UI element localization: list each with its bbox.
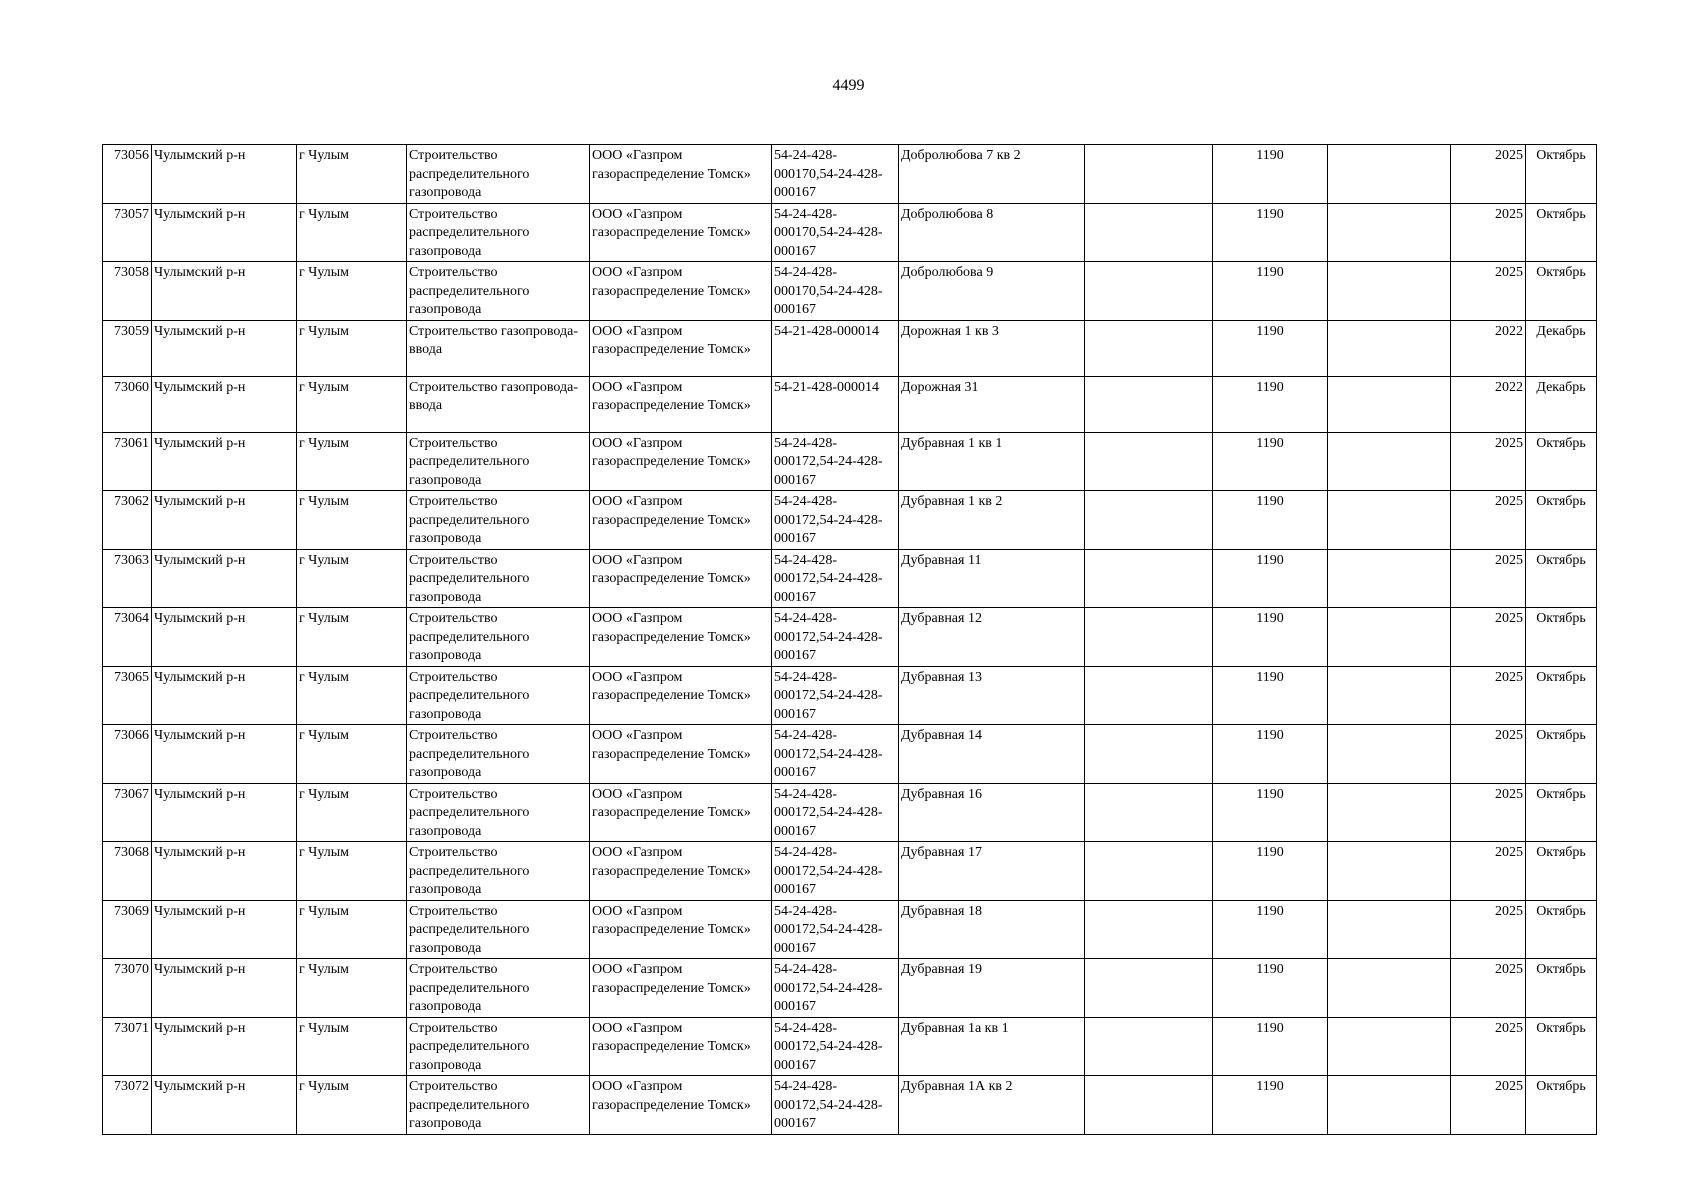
cell-district: Чулымский р-н (152, 959, 297, 1018)
cell-cadastral: 54-24-428-000172,54-24-428-000167 (772, 725, 899, 784)
cell-empty (1085, 320, 1213, 376)
cell-id: 73068 (103, 842, 152, 901)
cell-empty (1085, 432, 1213, 491)
cell-year: 2025 (1451, 1076, 1526, 1135)
cell-work-type: Строительство распределительного газопровода (407, 262, 590, 321)
cell-empty (1328, 491, 1451, 550)
page-number: 4499 (832, 77, 865, 94)
cell-organization: ООО «Газпром газораспределение Томск» (590, 608, 772, 667)
cell-value: 1190 (1213, 1076, 1328, 1135)
cell-district: Чулымский р-н (152, 608, 297, 667)
cell-month: Октябрь (1526, 145, 1597, 204)
cell-organization: ООО «Газпром газораспределение Томск» (590, 320, 772, 376)
cell-cadastral: 54-24-428-000172,54-24-428-000167 (772, 608, 899, 667)
cell-value: 1190 (1213, 376, 1328, 432)
cell-empty (1085, 1017, 1213, 1076)
cell-value: 1190 (1213, 1017, 1328, 1076)
cell-work-type: Строительство распределительного газопровода (407, 491, 590, 550)
table-row (103, 320, 1597, 376)
cell-month: Октябрь (1526, 783, 1597, 842)
cell-id: 73070 (103, 959, 152, 1018)
cell-empty (1328, 1076, 1451, 1135)
cell-address: Дубравная 12 (899, 608, 1085, 667)
cell-value: 1190 (1213, 549, 1328, 608)
cell-year: 2025 (1451, 1017, 1526, 1076)
cell-empty (1328, 1017, 1451, 1076)
cell-settlement: г Чулым (297, 203, 407, 262)
cell-work-type: Строительство газопровода-ввода (407, 376, 590, 432)
table-row (103, 203, 1597, 262)
cell-empty (1085, 725, 1213, 784)
cell-organization: ООО «Газпром газораспределение Томск» (590, 1017, 772, 1076)
cell-month: Декабрь (1526, 320, 1597, 376)
cell-year: 2025 (1451, 262, 1526, 321)
cell-cadastral: 54-24-428-000170,54-24-428-000167 (772, 145, 899, 204)
cell-organization: ООО «Газпром газораспределение Томск» (590, 376, 772, 432)
cell-district: Чулымский р-н (152, 725, 297, 784)
cell-month: Октябрь (1526, 549, 1597, 608)
cell-year: 2025 (1451, 608, 1526, 667)
cell-cadastral: 54-24-428-000172,54-24-428-000167 (772, 783, 899, 842)
cell-id: 73065 (103, 666, 152, 725)
table-row (103, 959, 1597, 1018)
cell-district: Чулымский р-н (152, 203, 297, 262)
cell-month: Октябрь (1526, 666, 1597, 725)
table-row (103, 491, 1597, 550)
cell-cadastral: 54-24-428-000170,54-24-428-000167 (772, 203, 899, 262)
cell-year: 2025 (1451, 959, 1526, 1018)
cell-empty (1328, 900, 1451, 959)
cell-organization: ООО «Газпром газораспределение Томск» (590, 900, 772, 959)
cell-work-type: Строительство распределительного газопровода (407, 666, 590, 725)
cell-empty (1328, 320, 1451, 376)
cell-work-type: Строительство распределительного газопровода (407, 842, 590, 901)
cell-empty (1328, 783, 1451, 842)
cell-value: 1190 (1213, 900, 1328, 959)
cell-id: 73057 (103, 203, 152, 262)
cell-value: 1190 (1213, 203, 1328, 262)
cell-empty (1085, 376, 1213, 432)
table-row (103, 608, 1597, 667)
table-row (103, 145, 1597, 204)
cell-organization: ООО «Газпром газораспределение Томск» (590, 666, 772, 725)
cell-id: 73067 (103, 783, 152, 842)
cell-year: 2025 (1451, 432, 1526, 491)
cell-value: 1190 (1213, 320, 1328, 376)
cell-year: 2025 (1451, 145, 1526, 204)
table-row (103, 666, 1597, 725)
cell-id: 73060 (103, 376, 152, 432)
cell-empty (1085, 1076, 1213, 1135)
cell-empty (1085, 666, 1213, 725)
cell-id: 73063 (103, 549, 152, 608)
cell-value: 1190 (1213, 491, 1328, 550)
cell-cadastral: 54-24-428-000170,54-24-428-000167 (772, 262, 899, 321)
cell-work-type: Строительство распределительного газопровода (407, 783, 590, 842)
table-row (103, 725, 1597, 784)
cell-district: Чулымский р-н (152, 666, 297, 725)
cell-year: 2025 (1451, 491, 1526, 550)
cell-settlement: г Чулым (297, 900, 407, 959)
cell-organization: ООО «Газпром газораспределение Томск» (590, 783, 772, 842)
cell-address: Дубравная 19 (899, 959, 1085, 1018)
cell-address: Дорожная 1 кв 3 (899, 320, 1085, 376)
cell-settlement: г Чулым (297, 783, 407, 842)
cell-address: Дубравная 1а кв 1 (899, 1017, 1085, 1076)
cell-address: Добролюбова 7 кв 2 (899, 145, 1085, 204)
cell-empty (1328, 549, 1451, 608)
cell-work-type: Строительство распределительного газопровода (407, 900, 590, 959)
cell-cadastral: 54-21-428-000014 (772, 320, 899, 376)
cell-empty (1085, 959, 1213, 1018)
cell-id: 73069 (103, 900, 152, 959)
cell-id: 73056 (103, 145, 152, 204)
cell-empty (1085, 549, 1213, 608)
gasification-table (102, 144, 1597, 1135)
cell-work-type: Строительство распределительного газопровода (407, 432, 590, 491)
cell-empty (1085, 608, 1213, 667)
cell-work-type: Строительство газопровода-ввода (407, 320, 590, 376)
cell-value: 1190 (1213, 262, 1328, 321)
cell-value: 1190 (1213, 842, 1328, 901)
cell-district: Чулымский р-н (152, 376, 297, 432)
cell-address: Дубравная 1 кв 2 (899, 491, 1085, 550)
cell-empty (1085, 262, 1213, 321)
cell-month: Октябрь (1526, 432, 1597, 491)
cell-address: Дубравная 17 (899, 842, 1085, 901)
cell-settlement: г Чулым (297, 320, 407, 376)
cell-organization: ООО «Газпром газораспределение Томск» (590, 432, 772, 491)
table-row (103, 900, 1597, 959)
cell-district: Чулымский р-н (152, 145, 297, 204)
cell-cadastral: 54-24-428-000172,54-24-428-000167 (772, 842, 899, 901)
cell-work-type: Строительство распределительного газопровода (407, 725, 590, 784)
cell-empty (1085, 842, 1213, 901)
cell-cadastral: 54-24-428-000172,54-24-428-000167 (772, 432, 899, 491)
cell-address: Дубравная 1А кв 2 (899, 1076, 1085, 1135)
cell-settlement: г Чулым (297, 262, 407, 321)
cell-value: 1190 (1213, 608, 1328, 667)
table-row (103, 1017, 1597, 1076)
cell-id: 73058 (103, 262, 152, 321)
table-row (103, 549, 1597, 608)
cell-empty (1085, 900, 1213, 959)
cell-empty (1328, 432, 1451, 491)
cell-address: Добролюбова 9 (899, 262, 1085, 321)
cell-year: 2025 (1451, 725, 1526, 784)
cell-year: 2022 (1451, 376, 1526, 432)
cell-settlement: г Чулым (297, 491, 407, 550)
cell-address: Дубравная 11 (899, 549, 1085, 608)
cell-settlement: г Чулым (297, 1017, 407, 1076)
cell-district: Чулымский р-н (152, 1017, 297, 1076)
cell-empty (1328, 145, 1451, 204)
cell-organization: ООО «Газпром газораспределение Томск» (590, 262, 772, 321)
cell-month: Октябрь (1526, 203, 1597, 262)
cell-district: Чулымский р-н (152, 262, 297, 321)
cell-district: Чулымский р-н (152, 900, 297, 959)
cell-settlement: г Чулым (297, 1076, 407, 1135)
cell-cadastral: 54-21-428-000014 (772, 376, 899, 432)
cell-settlement: г Чулым (297, 666, 407, 725)
cell-month: Октябрь (1526, 842, 1597, 901)
cell-value: 1190 (1213, 145, 1328, 204)
cell-year: 2025 (1451, 900, 1526, 959)
cell-organization: ООО «Газпром газораспределение Томск» (590, 203, 772, 262)
cell-work-type: Строительство распределительного газопровода (407, 608, 590, 667)
cell-cadastral: 54-24-428-000172,54-24-428-000167 (772, 1017, 899, 1076)
table-row (103, 783, 1597, 842)
table-row (103, 842, 1597, 901)
cell-month: Октябрь (1526, 262, 1597, 321)
cell-empty (1085, 491, 1213, 550)
cell-district: Чулымский р-н (152, 432, 297, 491)
cell-empty (1328, 262, 1451, 321)
cell-cadastral: 54-24-428-000172,54-24-428-000167 (772, 666, 899, 725)
cell-organization: ООО «Газпром газораспределение Томск» (590, 549, 772, 608)
cell-work-type: Строительство распределительного газопровода (407, 549, 590, 608)
cell-work-type: Строительство распределительного газопровода (407, 1017, 590, 1076)
cell-id: 73061 (103, 432, 152, 491)
cell-address: Дубравная 18 (899, 900, 1085, 959)
cell-organization: ООО «Газпром газораспределение Томск» (590, 145, 772, 204)
cell-empty (1085, 203, 1213, 262)
cell-empty (1328, 959, 1451, 1018)
cell-id: 73071 (103, 1017, 152, 1076)
cell-year: 2025 (1451, 666, 1526, 725)
cell-address: Дубравная 13 (899, 666, 1085, 725)
cell-value: 1190 (1213, 783, 1328, 842)
cell-empty (1085, 145, 1213, 204)
cell-district: Чулымский р-н (152, 1076, 297, 1135)
cell-year: 2025 (1451, 203, 1526, 262)
cell-empty (1328, 203, 1451, 262)
table-row (103, 262, 1597, 321)
cell-settlement: г Чулым (297, 549, 407, 608)
cell-organization: ООО «Газпром газораспределение Томск» (590, 842, 772, 901)
cell-settlement: г Чулым (297, 376, 407, 432)
cell-value: 1190 (1213, 432, 1328, 491)
cell-work-type: Строительство распределительного газопровода (407, 145, 590, 204)
cell-month: Октябрь (1526, 900, 1597, 959)
cell-organization: ООО «Газпром газораспределение Томск» (590, 491, 772, 550)
cell-empty (1085, 783, 1213, 842)
cell-cadastral: 54-24-428-000172,54-24-428-000167 (772, 1076, 899, 1135)
cell-empty (1328, 725, 1451, 784)
cell-settlement: г Чулым (297, 842, 407, 901)
cell-id: 73066 (103, 725, 152, 784)
cell-work-type: Строительство распределительного газопровода (407, 959, 590, 1018)
table-row (103, 432, 1597, 491)
cell-settlement: г Чулым (297, 725, 407, 784)
cell-empty (1328, 842, 1451, 901)
cell-value: 1190 (1213, 725, 1328, 784)
cell-cadastral: 54-24-428-000172,54-24-428-000167 (772, 549, 899, 608)
cell-id: 73062 (103, 491, 152, 550)
cell-id: 73064 (103, 608, 152, 667)
cell-cadastral: 54-24-428-000172,54-24-428-000167 (772, 491, 899, 550)
cell-work-type: Строительство распределительного газопровода (407, 203, 590, 262)
cell-address: Дубравная 1 кв 1 (899, 432, 1085, 491)
cell-settlement: г Чулым (297, 608, 407, 667)
cell-year: 2025 (1451, 549, 1526, 608)
cell-organization: ООО «Газпром газораспределение Томск» (590, 725, 772, 784)
cell-year: 2025 (1451, 783, 1526, 842)
cell-empty (1328, 608, 1451, 667)
cell-settlement: г Чулым (297, 432, 407, 491)
cell-year: 2025 (1451, 842, 1526, 901)
cell-empty (1328, 666, 1451, 725)
cell-month: Октябрь (1526, 1017, 1597, 1076)
cell-settlement: г Чулым (297, 959, 407, 1018)
cell-id: 73072 (103, 1076, 152, 1135)
cell-organization: ООО «Газпром газораспределение Томск» (590, 959, 772, 1018)
cell-month: Октябрь (1526, 491, 1597, 550)
cell-district: Чулымский р-н (152, 491, 297, 550)
cell-district: Чулымский р-н (152, 783, 297, 842)
cell-cadastral: 54-24-428-000172,54-24-428-000167 (772, 959, 899, 1018)
cell-district: Чулымский р-н (152, 549, 297, 608)
cell-empty (1328, 376, 1451, 432)
cell-settlement: г Чулым (297, 145, 407, 204)
cell-year: 2022 (1451, 320, 1526, 376)
cell-value: 1190 (1213, 959, 1328, 1018)
cell-address: Дубравная 16 (899, 783, 1085, 842)
cell-id: 73059 (103, 320, 152, 376)
cell-cadastral: 54-24-428-000172,54-24-428-000167 (772, 900, 899, 959)
cell-district: Чулымский р-н (152, 320, 297, 376)
table-row (103, 1076, 1597, 1135)
cell-month: Октябрь (1526, 1076, 1597, 1135)
cell-month: Октябрь (1526, 725, 1597, 784)
cell-month: Октябрь (1526, 608, 1597, 667)
table-row (103, 376, 1597, 432)
cell-work-type: Строительство распределительного газопровода (407, 1076, 590, 1135)
cell-value: 1190 (1213, 666, 1328, 725)
cell-address: Дорожная 31 (899, 376, 1085, 432)
cell-district: Чулымский р-н (152, 842, 297, 901)
cell-address: Дубравная 14 (899, 725, 1085, 784)
cell-organization: ООО «Газпром газораспределение Томск» (590, 1076, 772, 1135)
cell-month: Декабрь (1526, 376, 1597, 432)
cell-month: Октябрь (1526, 959, 1597, 1018)
cell-address: Добролюбова 8 (899, 203, 1085, 262)
